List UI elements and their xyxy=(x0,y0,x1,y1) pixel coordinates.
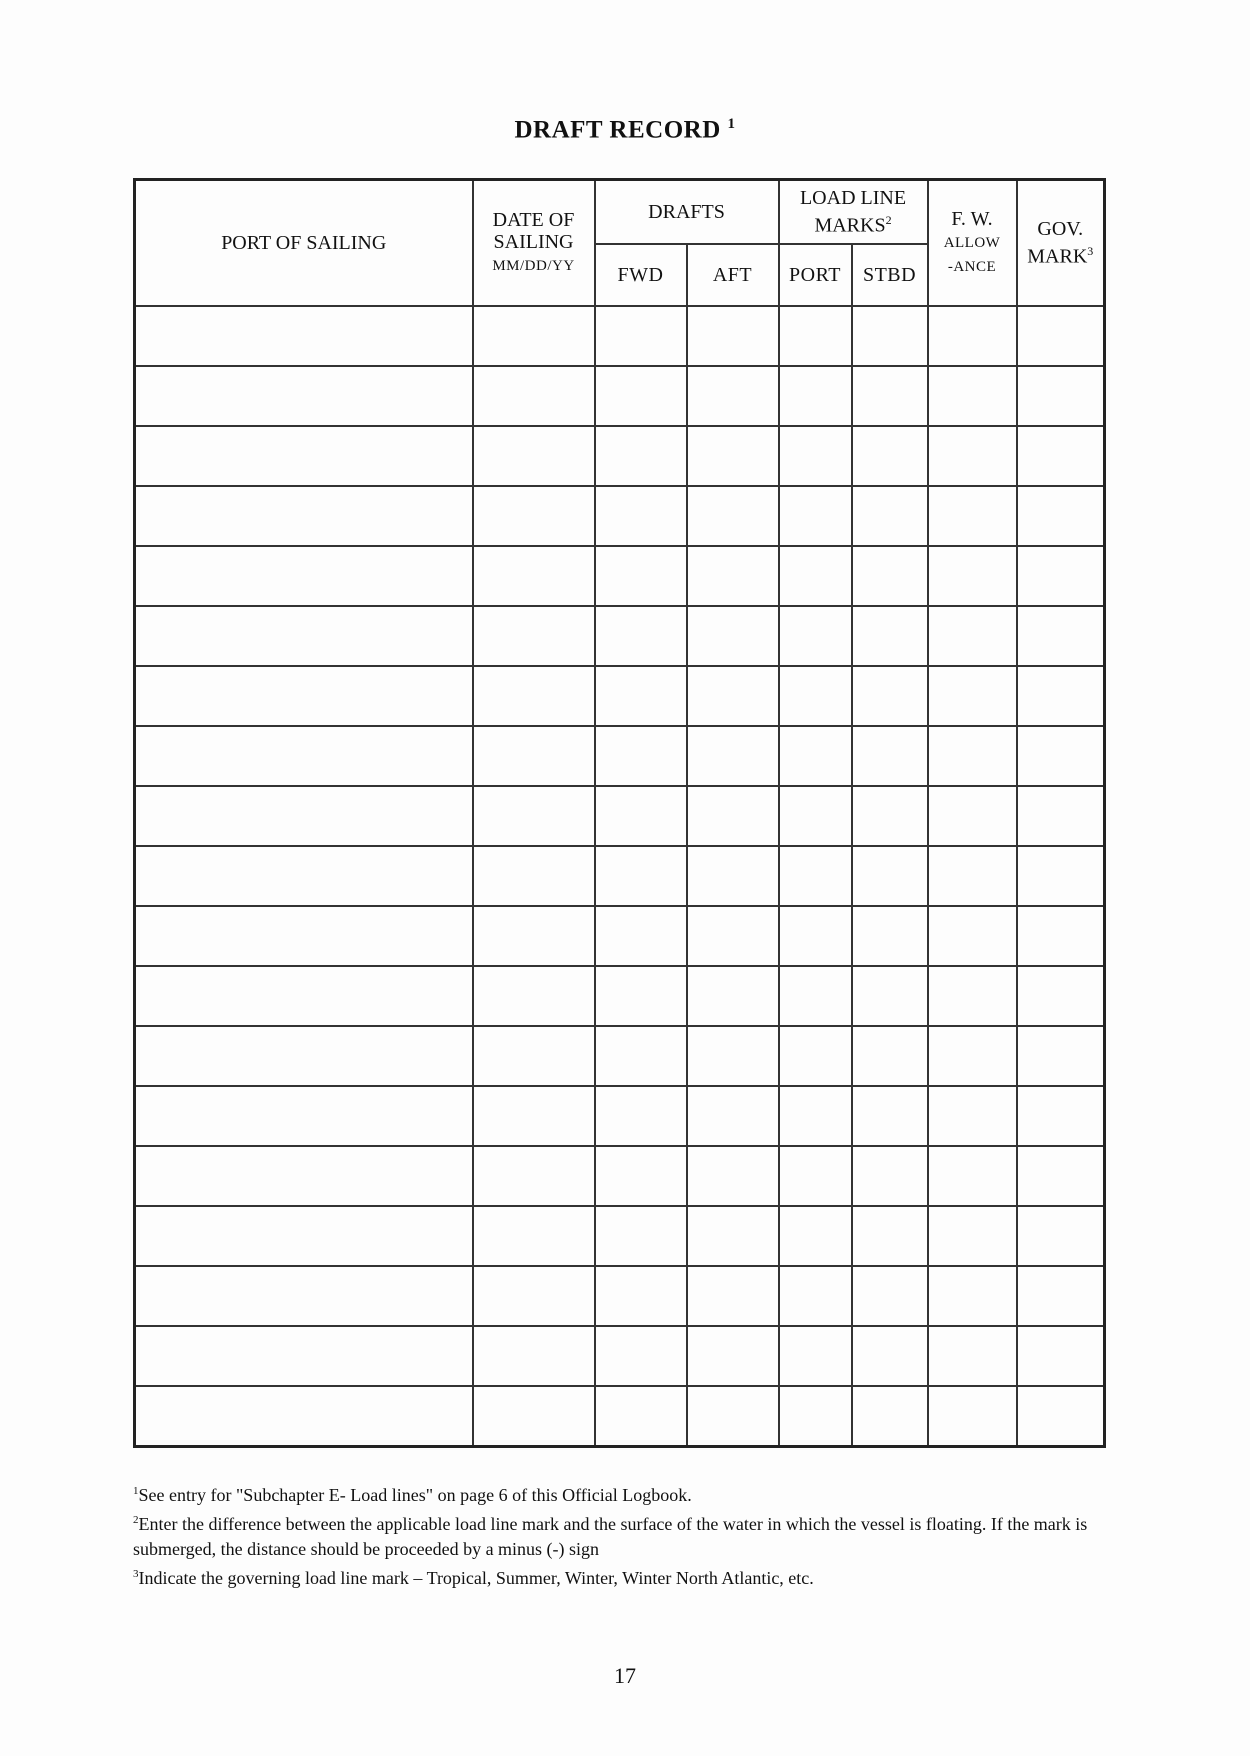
header-load-line-marks xyxy=(779,180,928,245)
cell-fw-allowance[interactable] xyxy=(928,966,1017,1026)
table-row xyxy=(135,846,1105,906)
cell-load-line-stbd[interactable] xyxy=(852,306,928,366)
cell-draft-aft[interactable] xyxy=(687,1206,779,1266)
cell-load-line-stbd[interactable] xyxy=(852,966,928,1026)
cell-load-line-port[interactable] xyxy=(779,846,852,906)
cell-gov-mark[interactable] xyxy=(1017,1326,1105,1386)
cell-load-line-stbd[interactable] xyxy=(852,1206,928,1266)
cell-load-line-stbd[interactable] xyxy=(852,546,928,606)
cell-load-line-stbd[interactable] xyxy=(852,906,928,966)
cell-draft-fwd[interactable] xyxy=(595,426,687,486)
cell-draft-fwd[interactable] xyxy=(595,966,687,1026)
cell-load-line-port[interactable] xyxy=(779,1086,852,1146)
cell-draft-aft[interactable] xyxy=(687,426,779,486)
cell-gov-mark[interactable] xyxy=(1017,546,1105,606)
cell-date-of-sailing[interactable] xyxy=(473,366,595,426)
table-row xyxy=(135,1026,1105,1086)
cell-port-of-sailing[interactable] xyxy=(135,1146,473,1206)
cell-draft-aft[interactable] xyxy=(687,366,779,426)
cell-load-line-port[interactable] xyxy=(779,726,852,786)
cell-load-line-stbd[interactable] xyxy=(852,606,928,666)
cell-port-of-sailing[interactable] xyxy=(135,486,473,546)
cell-load-line-stbd[interactable] xyxy=(852,1386,928,1447)
cell-load-line-port[interactable] xyxy=(779,426,852,486)
title-footnote-ref: 1 xyxy=(727,116,736,132)
gov-footnote-ref: 3 xyxy=(1087,244,1094,259)
cell-date-of-sailing[interactable] xyxy=(473,666,595,726)
cell-date-of-sailing[interactable] xyxy=(473,606,595,666)
table-row xyxy=(135,1386,1105,1447)
cell-draft-aft[interactable] xyxy=(687,1026,779,1086)
cell-date-of-sailing[interactable] xyxy=(473,546,595,606)
header-fwd: FWD xyxy=(595,244,687,306)
title-text: DRAFT RECORD xyxy=(514,116,721,144)
cell-date-of-sailing[interactable] xyxy=(473,1026,595,1086)
cell-port-of-sailing[interactable] xyxy=(135,1026,473,1086)
load-line-footnote-ref: 2 xyxy=(885,213,892,228)
cell-fw-allowance[interactable] xyxy=(928,1386,1017,1447)
table-body xyxy=(135,306,1105,1447)
cell-load-line-port[interactable] xyxy=(779,786,852,846)
cell-date-of-sailing[interactable] xyxy=(473,1266,595,1326)
cell-date-of-sailing[interactable] xyxy=(473,846,595,906)
cell-draft-aft[interactable] xyxy=(687,966,779,1026)
cell-draft-fwd[interactable] xyxy=(595,786,687,846)
table-row xyxy=(135,1326,1105,1386)
table-row xyxy=(135,546,1105,606)
cell-gov-mark[interactable] xyxy=(1017,306,1105,366)
cell-gov-mark[interactable] xyxy=(1017,786,1105,846)
cell-load-line-stbd[interactable] xyxy=(852,366,928,426)
cell-date-of-sailing[interactable] xyxy=(473,426,595,486)
cell-load-line-stbd[interactable] xyxy=(852,1326,928,1386)
cell-gov-mark[interactable] xyxy=(1017,426,1105,486)
cell-gov-mark[interactable] xyxy=(1017,366,1105,426)
cell-port-of-sailing[interactable] xyxy=(135,306,473,366)
table-row xyxy=(135,426,1105,486)
cell-load-line-port[interactable] xyxy=(779,666,852,726)
cell-fw-allowance[interactable] xyxy=(928,1326,1017,1386)
header-date-of-sailing-label: DATE OF SAILING xyxy=(492,209,575,253)
table-row xyxy=(135,786,1105,846)
cell-date-of-sailing[interactable] xyxy=(473,726,595,786)
cell-port-of-sailing[interactable] xyxy=(135,1086,473,1146)
cell-draft-aft[interactable] xyxy=(687,906,779,966)
cell-fw-allowance[interactable] xyxy=(928,1026,1017,1086)
footnote-3-text: Indicate the governing load line mark – Tropical, Summer, Winter, Winter North Atlantic, etc. xyxy=(138,1568,814,1588)
cell-load-line-port[interactable] xyxy=(779,966,852,1026)
cell-draft-aft[interactable] xyxy=(687,1386,779,1447)
header-gov-mark xyxy=(1017,180,1105,307)
cell-load-line-stbd[interactable] xyxy=(852,846,928,906)
table-row xyxy=(135,726,1105,786)
cell-gov-mark[interactable] xyxy=(1017,486,1105,546)
footnote-3 xyxy=(133,1562,1093,1591)
cell-load-line-stbd[interactable] xyxy=(852,1086,928,1146)
header-date-format: MM/DD/YY xyxy=(492,258,575,274)
cell-draft-fwd[interactable] xyxy=(595,1266,687,1326)
table-row xyxy=(135,1086,1105,1146)
cell-port-of-sailing[interactable] xyxy=(135,606,473,666)
footnote-1-ref: 1 xyxy=(133,1485,139,1497)
cell-load-line-port[interactable] xyxy=(779,606,852,666)
cell-date-of-sailing[interactable] xyxy=(473,966,595,1026)
draft-record-table xyxy=(133,178,1106,1448)
cell-draft-aft[interactable] xyxy=(687,1146,779,1206)
cell-draft-fwd[interactable] xyxy=(595,1146,687,1206)
cell-draft-fwd[interactable] xyxy=(595,1326,687,1386)
cell-draft-aft[interactable] xyxy=(687,606,779,666)
cell-draft-aft[interactable] xyxy=(687,786,779,846)
table-row xyxy=(135,306,1105,366)
cell-draft-fwd[interactable] xyxy=(595,546,687,606)
cell-date-of-sailing[interactable] xyxy=(473,1206,595,1266)
cell-load-line-port[interactable] xyxy=(779,546,852,606)
header-fw-allowance xyxy=(928,180,1017,307)
cell-draft-fwd[interactable] xyxy=(595,306,687,366)
cell-draft-aft[interactable] xyxy=(687,726,779,786)
cell-draft-fwd[interactable] xyxy=(595,366,687,426)
cell-load-line-stbd[interactable] xyxy=(852,1026,928,1086)
cell-draft-aft[interactable] xyxy=(687,306,779,366)
cell-date-of-sailing[interactable] xyxy=(473,1146,595,1206)
cell-port-of-sailing[interactable] xyxy=(135,846,473,906)
cell-fw-allowance[interactable] xyxy=(928,306,1017,366)
table-row xyxy=(135,606,1105,666)
cell-gov-mark[interactable] xyxy=(1017,966,1105,1026)
header-port-of-sailing xyxy=(135,180,473,307)
header-gov-line2: MARK xyxy=(1027,245,1088,268)
cell-date-of-sailing[interactable] xyxy=(473,486,595,546)
cell-port-of-sailing[interactable] xyxy=(135,546,473,606)
cell-draft-aft[interactable] xyxy=(687,1266,779,1326)
footnote-1 xyxy=(133,1479,1093,1508)
table-row xyxy=(135,366,1105,426)
cell-load-line-stbd[interactable] xyxy=(852,786,928,846)
cell-port-of-sailing[interactable] xyxy=(135,666,473,726)
footnote-3-ref: 3 xyxy=(133,1568,139,1580)
cell-port-of-sailing[interactable] xyxy=(135,906,473,966)
cell-load-line-port[interactable] xyxy=(779,486,852,546)
header-port: PORT xyxy=(779,244,852,306)
cell-draft-fwd[interactable] xyxy=(595,726,687,786)
cell-load-line-port[interactable] xyxy=(779,1206,852,1266)
cell-gov-mark[interactable] xyxy=(1017,1206,1105,1266)
cell-fw-allowance[interactable] xyxy=(928,1266,1017,1326)
header-fw-line2: ALLOW xyxy=(943,235,1001,251)
header-aft: AFT xyxy=(687,244,779,306)
cell-draft-fwd[interactable] xyxy=(595,906,687,966)
cell-load-line-port[interactable] xyxy=(779,366,852,426)
cell-draft-fwd[interactable] xyxy=(595,1206,687,1266)
cell-load-line-stbd[interactable] xyxy=(852,1146,928,1206)
cell-draft-aft[interactable] xyxy=(687,1326,779,1386)
cell-load-line-stbd[interactable] xyxy=(852,1266,928,1326)
cell-fw-allowance[interactable] xyxy=(928,546,1017,606)
cell-gov-mark[interactable] xyxy=(1017,1026,1105,1086)
table-row xyxy=(135,1266,1105,1326)
cell-gov-mark[interactable] xyxy=(1017,726,1105,786)
cell-draft-fwd[interactable] xyxy=(595,486,687,546)
cell-load-line-port[interactable] xyxy=(779,306,852,366)
cell-draft-fwd[interactable] xyxy=(595,1026,687,1086)
cell-draft-aft[interactable] xyxy=(687,486,779,546)
cell-fw-allowance[interactable] xyxy=(928,606,1017,666)
header-drafts xyxy=(595,180,779,245)
cell-port-of-sailing[interactable] xyxy=(135,726,473,786)
header-gov-line1: GOV. xyxy=(1037,218,1084,241)
cell-gov-mark[interactable] xyxy=(1017,1266,1105,1326)
cell-draft-aft[interactable] xyxy=(687,666,779,726)
footnote-2-ref: 2 xyxy=(133,1514,139,1526)
cell-fw-allowance[interactable] xyxy=(928,1206,1017,1266)
cell-fw-allowance[interactable] xyxy=(928,666,1017,726)
header-row-top xyxy=(135,180,1105,245)
cell-fw-allowance[interactable] xyxy=(928,486,1017,546)
cell-gov-mark[interactable] xyxy=(1017,906,1105,966)
table-row xyxy=(135,1146,1105,1206)
cell-draft-aft[interactable] xyxy=(687,546,779,606)
cell-fw-allowance[interactable] xyxy=(928,1086,1017,1146)
cell-fw-allowance[interactable] xyxy=(928,1146,1017,1206)
cell-date-of-sailing[interactable] xyxy=(473,786,595,846)
cell-load-line-port[interactable] xyxy=(779,1026,852,1086)
cell-load-line-stbd[interactable] xyxy=(852,486,928,546)
header-date-of-sailing xyxy=(473,180,595,307)
header-load-line-marks-label: LOAD LINE MARKS xyxy=(799,187,907,237)
cell-fw-allowance[interactable] xyxy=(928,426,1017,486)
cell-date-of-sailing[interactable] xyxy=(473,906,595,966)
cell-gov-mark[interactable] xyxy=(1017,846,1105,906)
cell-draft-fwd[interactable] xyxy=(595,1086,687,1146)
cell-load-line-port[interactable] xyxy=(779,1146,852,1206)
cell-fw-allowance[interactable] xyxy=(928,786,1017,846)
table-row xyxy=(135,486,1105,546)
table-row xyxy=(135,906,1105,966)
cell-fw-allowance[interactable] xyxy=(928,366,1017,426)
header-drafts-label: DRAFTS xyxy=(648,201,725,223)
footnote-2 xyxy=(133,1508,1093,1562)
cell-gov-mark[interactable] xyxy=(1017,1146,1105,1206)
cell-load-line-stbd[interactable] xyxy=(852,666,928,726)
cell-draft-aft[interactable] xyxy=(687,846,779,906)
cell-draft-fwd[interactable] xyxy=(595,846,687,906)
footnote-2-text: Enter the difference between the applicable load line mark and the surface of the water in which the vessel is floating. If the mark is submerged, the distance should be proceeded by a minus (-) sign xyxy=(133,1514,1088,1559)
cell-gov-mark[interactable] xyxy=(1017,606,1105,666)
header-fw-line1: F. W. xyxy=(951,208,993,230)
cell-load-line-port[interactable] xyxy=(779,1386,852,1447)
cell-draft-fwd[interactable] xyxy=(595,1386,687,1447)
cell-date-of-sailing[interactable] xyxy=(473,1086,595,1146)
cell-load-line-stbd[interactable] xyxy=(852,426,928,486)
cell-port-of-sailing[interactable] xyxy=(135,1206,473,1266)
cell-port-of-sailing[interactable] xyxy=(135,1386,473,1447)
cell-port-of-sailing[interactable] xyxy=(135,966,473,1026)
header-fw-line3: -ANCE xyxy=(947,259,997,275)
cell-load-line-stbd[interactable] xyxy=(852,726,928,786)
cell-load-line-port[interactable] xyxy=(779,906,852,966)
cell-fw-allowance[interactable] xyxy=(928,906,1017,966)
cell-gov-mark[interactable] xyxy=(1017,1086,1105,1146)
cell-port-of-sailing[interactable] xyxy=(135,786,473,846)
page-title xyxy=(0,116,1250,144)
cell-port-of-sailing[interactable] xyxy=(135,366,473,426)
cell-port-of-sailing[interactable] xyxy=(135,1266,473,1326)
cell-draft-fwd[interactable] xyxy=(595,666,687,726)
page-number: 17 xyxy=(614,1663,636,1688)
cell-gov-mark[interactable] xyxy=(1017,666,1105,726)
cell-load-line-port[interactable] xyxy=(779,1266,852,1326)
header-stbd: STBD xyxy=(852,244,928,306)
header-port-of-sailing-label: PORT OF SAILING xyxy=(221,232,387,254)
table-row xyxy=(135,966,1105,1026)
cell-port-of-sailing[interactable] xyxy=(135,426,473,486)
cell-date-of-sailing[interactable] xyxy=(473,1326,595,1386)
cell-fw-allowance[interactable] xyxy=(928,846,1017,906)
footnote-1-text: See entry for "Subchapter E- Load lines" on page 6 of this Official Logbook. xyxy=(138,1485,692,1505)
cell-date-of-sailing[interactable] xyxy=(473,1386,595,1447)
cell-port-of-sailing[interactable] xyxy=(135,1326,473,1386)
cell-draft-fwd[interactable] xyxy=(595,606,687,666)
footnotes xyxy=(133,1479,1093,1591)
table-row xyxy=(135,666,1105,726)
table-row xyxy=(135,1206,1105,1266)
cell-load-line-port[interactable] xyxy=(779,1326,852,1386)
cell-gov-mark[interactable] xyxy=(1017,1386,1105,1447)
cell-date-of-sailing[interactable] xyxy=(473,306,595,366)
cell-draft-aft[interactable] xyxy=(687,1086,779,1146)
cell-fw-allowance[interactable] xyxy=(928,726,1017,786)
